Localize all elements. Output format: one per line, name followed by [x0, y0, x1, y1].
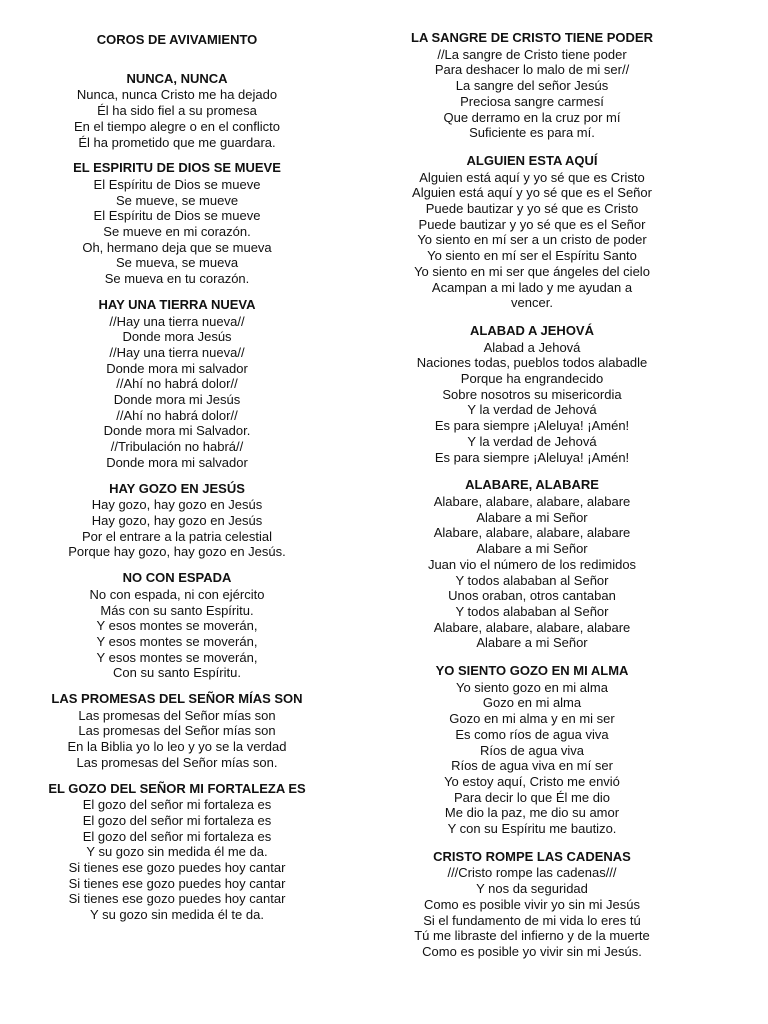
- lyric-line: Como es posible yo vivir sin mi Jesús.: [422, 943, 642, 959]
- lyric-line: Ríos de agua viva en mí ser: [451, 758, 613, 774]
- lyric-line: Alabare a mi Señor: [476, 541, 588, 557]
- song-title: LA SANGRE DE CRISTO TIENE PODER: [411, 30, 653, 45]
- right-column: [356, 30, 708, 972]
- lyric-line: El Espíritu de Dios se mueve: [93, 208, 261, 224]
- lyric-line: Unos oraban, otros cantaban: [448, 588, 616, 604]
- song-block: [356, 849, 708, 960]
- lyric-line: Y nos da seguridad: [476, 881, 588, 897]
- lyric-line: Alabad a Jehová: [483, 339, 581, 355]
- lyric-line: Si tienes ese gozo puedes hoy cantar: [68, 860, 286, 876]
- lyric-line: Nunca, nunca Cristo me ha dejado: [76, 87, 278, 103]
- song-block: [34, 570, 320, 681]
- lyric-line: Donde mora mi Salvador.: [103, 423, 251, 439]
- lyric-line: Y la verdad de Jehová: [467, 433, 597, 449]
- lyric-line: //Ahí no habrá dolor//: [116, 376, 238, 392]
- lyric-line: //La sangre de Cristo tiene poder: [437, 46, 627, 62]
- lyric-line: Más con su santo Espíritu.: [100, 602, 254, 618]
- lyric-line: Si tienes ese gozo puedes hoy cantar: [68, 875, 286, 891]
- lyric-line: Tú me libraste del infierno y de la muerte: [414, 928, 650, 944]
- song-title: HAY UNA TIERRA NUEVA: [98, 296, 256, 312]
- lyric-line: Y todos alababan al Señor: [455, 572, 609, 588]
- lyric-line: Oh, hermano deja que se mueva: [82, 239, 272, 255]
- song-title: ALABARE, ALABARE: [465, 477, 599, 493]
- lyric-line: Donde mora Jesús: [122, 329, 232, 345]
- song-block: [356, 323, 708, 465]
- lyric-line: Él ha sido fiel a su promesa: [97, 103, 257, 119]
- lyric-line: Acampan a mi lado y me ayudan a: [431, 279, 633, 295]
- lyric-line: Hay gozo, hay gozo en Jesús: [91, 512, 263, 528]
- song-block: [34, 481, 320, 561]
- lyric-line: Yo siento en mi ser que ángeles del cielo: [414, 263, 650, 279]
- lyric-line: Alabare, alabare, alabare, alabare: [433, 493, 631, 509]
- lyric-line: Se mueva, se mueva: [115, 255, 239, 271]
- song-title: ALGUIEN ESTA AQUÍ: [466, 152, 598, 168]
- song-block: [34, 781, 320, 923]
- lyric-line: vencer.: [511, 295, 553, 311]
- song-block: [34, 297, 320, 471]
- song-title: HAY GOZO EN JESÚS: [109, 480, 245, 496]
- lyric-line: No con espada, ni con ejército: [89, 586, 265, 602]
- lyric-line: Las promesas del Señor mías son: [78, 707, 276, 723]
- song-title: NUNCA, NUNCA: [126, 70, 228, 86]
- document-title: COROS DE AVIVAMIENTO: [96, 32, 258, 47]
- lyric-line: Y con su Espíritu me bautizo.: [447, 821, 617, 837]
- lyric-line: Donde mora mi Jesús: [113, 392, 241, 408]
- lyric-line: La sangre del señor Jesús: [455, 78, 609, 94]
- lyric-line: Yo siento en mí ser el Espíritu Santo: [427, 248, 637, 264]
- song-title: NO CON ESPADA: [122, 570, 232, 586]
- lyric-line: Si tienes ese gozo puedes hoy cantar: [68, 891, 286, 907]
- lyric-line: Alguien está aquí y yo sé que es el Señor: [412, 185, 652, 201]
- lyric-line: Y su gozo sin medida él te da.: [90, 907, 264, 923]
- song-block: [34, 160, 320, 287]
- song-block: [356, 663, 708, 837]
- lyric-line: Puede bautizar y yo sé que es Cristo: [425, 201, 639, 217]
- lyric-line: Las promesas del Señor mías son.: [76, 754, 278, 770]
- lyric-line: Él ha prometido que me guardara.: [78, 134, 276, 150]
- lyric-line: Yo siento en mí ser a un cristo de poder: [417, 232, 647, 248]
- song-title: YO SIENTO GOZO EN MI ALMA: [435, 663, 629, 679]
- lyric-line: Como es posible vivir yo sin mi Jesús: [423, 896, 641, 912]
- lyric-line: Y la verdad de Jehová: [467, 402, 597, 418]
- song-block: [34, 691, 320, 771]
- song-title: LAS PROMESAS DEL SEÑOR MÍAS SON: [51, 691, 303, 707]
- song-title: ALABAD A JEHOVÁ: [470, 322, 594, 338]
- lyric-line: Que derramo en la cruz por mí: [443, 109, 621, 125]
- lyric-line: //Hay una tierra nueva//: [109, 313, 245, 329]
- lyric-line: Y esos montes se moverán,: [96, 633, 258, 649]
- left-column: [34, 30, 320, 933]
- lyric-line: El gozo del señor mi fortaleza es: [82, 828, 272, 844]
- lyric-line: Alguien está aquí y yo sé que es Cristo: [419, 169, 645, 185]
- lyric-line: Donde mora mi salvador: [106, 360, 248, 376]
- song-title: CRISTO ROMPE LAS CADENAS: [433, 848, 631, 864]
- lyric-line: Hay gozo, hay gozo en Jesús: [91, 497, 263, 513]
- song-block: [356, 477, 708, 651]
- lyric-line: Es para siempre ¡Aleluya! ¡Amén!: [434, 418, 630, 434]
- lyric-line: Donde mora mi salvador: [106, 454, 248, 470]
- lyric-line: ///Cristo rompe las cadenas///: [447, 865, 617, 881]
- lyric-line: //Ahí no habrá dolor//: [116, 407, 238, 423]
- lyric-line: Se mueve, se mueve: [115, 192, 239, 208]
- lyric-line: Preciosa sangre carmesí: [460, 93, 604, 109]
- lyric-line: Y esos montes se moverán,: [96, 649, 258, 665]
- lyric-line: //Tribulación no habrá//: [110, 439, 244, 455]
- lyric-line: Es para siempre ¡Aleluya! ¡Amén!: [434, 449, 630, 465]
- lyric-line: Y su gozo sin medida él me da.: [86, 844, 268, 860]
- song-block: [34, 71, 320, 151]
- lyric-line: Las promesas del Señor mías son: [78, 723, 276, 739]
- lyric-line: Para deshacer lo malo de mi ser//: [434, 62, 630, 78]
- song-block: [356, 30, 708, 141]
- lyric-line: Naciones todas, pueblos todos alabadle: [416, 355, 648, 371]
- lyric-line: En el tiempo alegre o en el conflicto: [74, 118, 280, 134]
- lyric-line: Por el entrare a la patria celestial: [81, 528, 273, 544]
- lyric-line: Y todos alababan al Señor: [455, 603, 609, 619]
- lyric-line: El gozo del señor mi fortaleza es: [82, 797, 272, 813]
- lyric-line: Porque ha engrandecido: [460, 371, 604, 387]
- lyric-line: Para decir lo que Él me dio: [453, 789, 611, 805]
- lyric-line: Puede bautizar y yo sé que es el Señor: [418, 216, 646, 232]
- lyric-line: El Espíritu de Dios se mueve: [93, 176, 261, 192]
- song-title: EL ESPIRITU DE DIOS SE MUEVE: [73, 160, 281, 176]
- lyric-line: Con su santo Espíritu.: [113, 665, 241, 681]
- lyric-line: El gozo del señor mi fortaleza es: [82, 812, 272, 828]
- lyric-line: Juan vio el número de los redimidos: [427, 556, 637, 572]
- lyric-line: Es como ríos de agua viva: [455, 726, 609, 742]
- lyric-line: //Hay una tierra nueva//: [109, 344, 245, 360]
- song-title: EL GOZO DEL SEÑOR MI FORTALEZA ES: [48, 780, 306, 796]
- lyric-line: Y esos montes se moverán,: [96, 618, 258, 634]
- lyric-line: Alabare, alabare, alabare, alabare: [433, 619, 631, 635]
- lyric-line: Se mueve en mi corazón.: [103, 224, 251, 240]
- lyric-line: Se mueva en tu corazón.: [104, 271, 250, 287]
- lyric-line: Gozo en mi alma y en mi ser: [449, 711, 615, 727]
- lyric-line: Si el fundamento de mi vida lo eres tú: [423, 912, 641, 928]
- lyric-line: Gozo en mi alma: [482, 695, 582, 711]
- lyric-line: En la Biblia yo lo leo y yo se la verdad: [67, 739, 287, 755]
- lyric-line: Alabare a mi Señor: [476, 635, 588, 651]
- lyric-line: Yo estoy aquí, Cristo me envió: [444, 773, 620, 789]
- lyric-line: Porque hay gozo, hay gozo en Jesús.: [68, 544, 286, 560]
- song-block: [356, 153, 708, 311]
- lyric-line: Sobre nosotros su misericordia: [442, 386, 622, 402]
- lyric-line: Suficiente es para mí.: [469, 125, 595, 141]
- lyric-line: Me dio la paz, me dio su amor: [444, 805, 620, 821]
- lyric-line: Ríos de agua viva: [479, 742, 585, 758]
- lyric-line: Yo siento gozo en mi alma: [455, 679, 608, 695]
- lyric-line: Alabare, alabare, alabare, alabare: [433, 525, 631, 541]
- lyric-line: Alabare a mi Señor: [476, 509, 588, 525]
